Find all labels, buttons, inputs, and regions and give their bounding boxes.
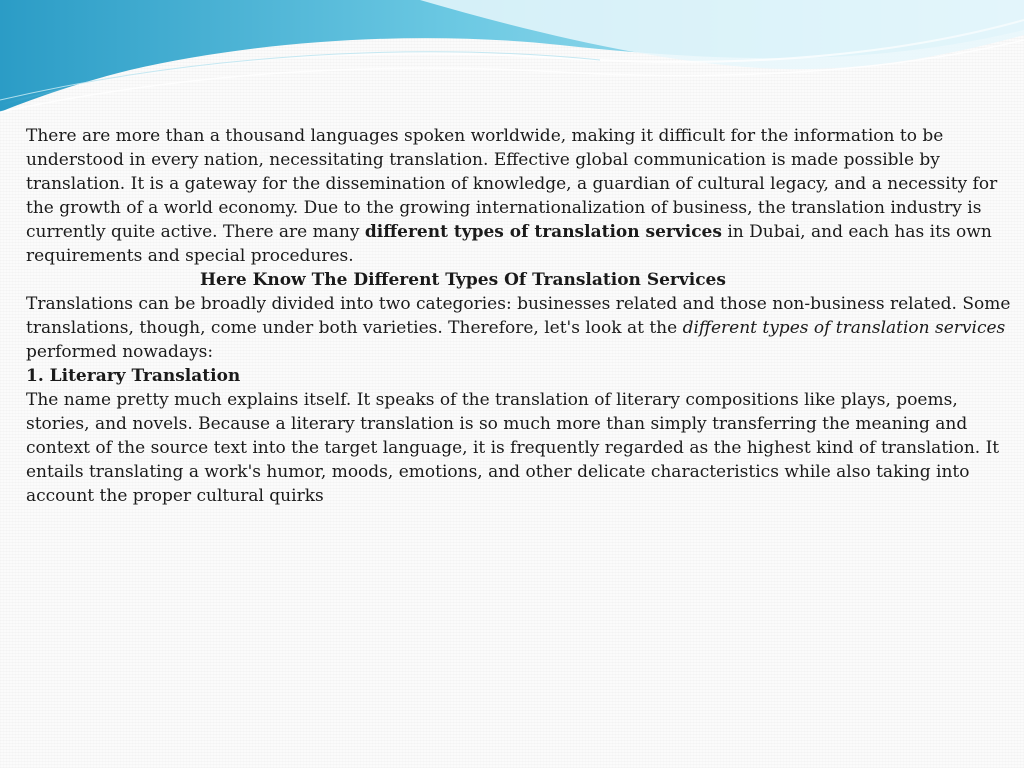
categories-italic-text: different types of translation services — [682, 318, 1006, 338]
intro-text-part1: There are more than a thousand languages spoken worldwide, making it difficult for the information to be understood in every nation, necessitating translation. Effective global communication is made possible by translation. It is a gateway for the dissemination of knowledge, a guardian of cultural legacy, and a necessity for the growth of a world economy. Due to the growing internationalization of business, the translation industry is currently quite active. There are many — [26, 126, 998, 242]
categories-text-part1: Translations can be broadly divided into two categories: businesses related and those non-business related. Some translations, though, come under both varieties. Therefore, let's look at the — [26, 294, 1011, 338]
categories-text-part2: performed nowadays: — [26, 342, 214, 362]
intro-paragraph — [26, 124, 1016, 268]
intro-bold-text: different types of translation services — [364, 222, 722, 242]
categories-paragraph — [26, 292, 1016, 364]
header-wave-decoration — [0, 0, 1024, 120]
section-heading: Here Know The Different Types Of Translation Services — [200, 270, 726, 290]
intro-text-part2: in Dubai, and each has its own requirements and special procedures. — [26, 222, 992, 266]
literary-translation-title: 1. Literary Translation — [26, 366, 241, 386]
slide-content — [26, 124, 1016, 508]
literary-translation-body: The name pretty much explains itself. It speaks of the translation of literary compositions like plays, poems, stories, and novels. Because a literary translation is so much more than simply transferring the meaning and context of the source text into the target language, it is frequently regarded as the highest kind of translation. It entails translating a work's humor, moods, emotions, and other delicate characteristics while also taking into account the proper cultural quirks — [26, 390, 1000, 506]
